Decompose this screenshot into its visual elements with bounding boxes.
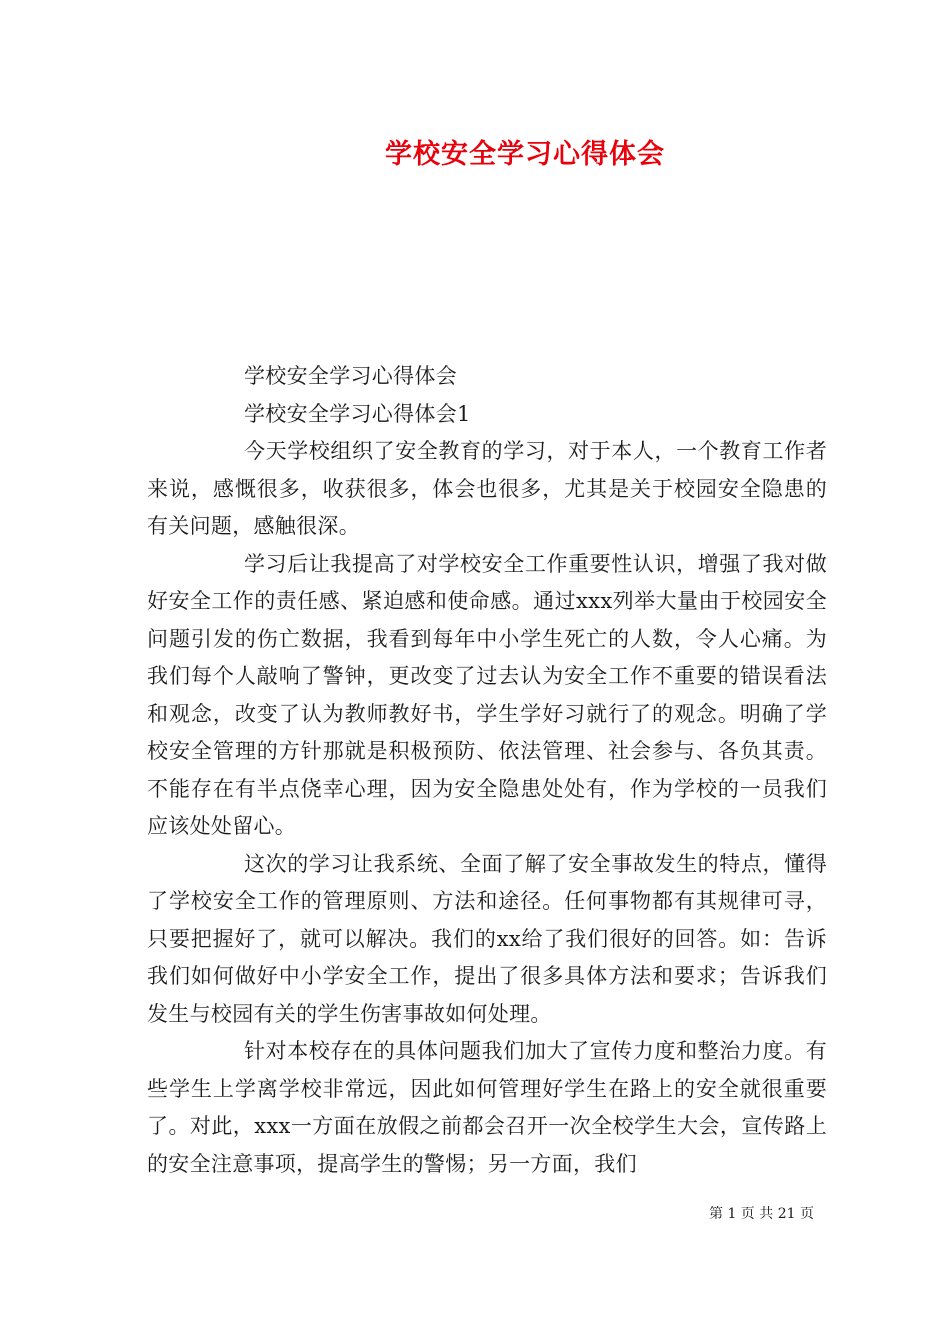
section-subheading: 学校安全学习心得体会1 <box>244 401 471 426</box>
document-title: 学校安全学习心得体会 <box>385 139 665 170</box>
paragraph-3: 这次的学习让我系统、全面了解了安全事故发生的特点，懂得了学校安全工作的管理原则、方法和途径。任何事物都有其规律可寻，只要把握好了，就可以解决。我们的xx给了我们很好的回答。如：告诉我们如何做好中小学安全工作，提出了很多具体方法和要求；告诉我们发生与校园有关的学生伤害事故如何处理。 <box>147 851 827 1026</box>
paragraph-4: 针对本校存在的具体问题我们加大了宣传力度和整治力度。有些学生上学离学校非常远，因此如何管理好学生在路上的安全就很重要了。对此，xxx一方面在放假之前都会召开一次全校学生大会，宣传路上的安全注意事项，提高学生的警惕；另一方面，我们 <box>147 1039 827 1176</box>
section-heading: 学校安全学习心得体会 <box>244 364 457 388</box>
page-number: 第 1 页 共 21 页 <box>709 1206 814 1222</box>
paragraph-1: 今天学校组织了安全教育的学习，对于本人，一个教育工作者来说，感慨很多，收获很多，体会也很多，尤其是关于校园安全隐患的有关问题，感触很深。 <box>147 439 827 538</box>
document-body <box>147 358 827 1183</box>
paragraph-2: 学习后让我提高了对学校安全工作重要性认识，增强了我对做好安全工作的责任感、紧迫感和使命感。通过xxx列举大量由于校园安全问题引发的伤亡数据，我看到每年中小学生死亡的人数，令人心痛。为我们每个人敲响了警钟，更改变了过去认为安全工作不重要的错误看法和观念，改变了认为教师教好书，学生学好习就行了的观念。明确了学校安全管理的方针那就是积极预防、依法管理、社会参与、各负其责。不能存在有半点侥幸心理，因为安全隐患处处有，作为学校的一员我们应该处处留心。 <box>147 551 827 838</box>
